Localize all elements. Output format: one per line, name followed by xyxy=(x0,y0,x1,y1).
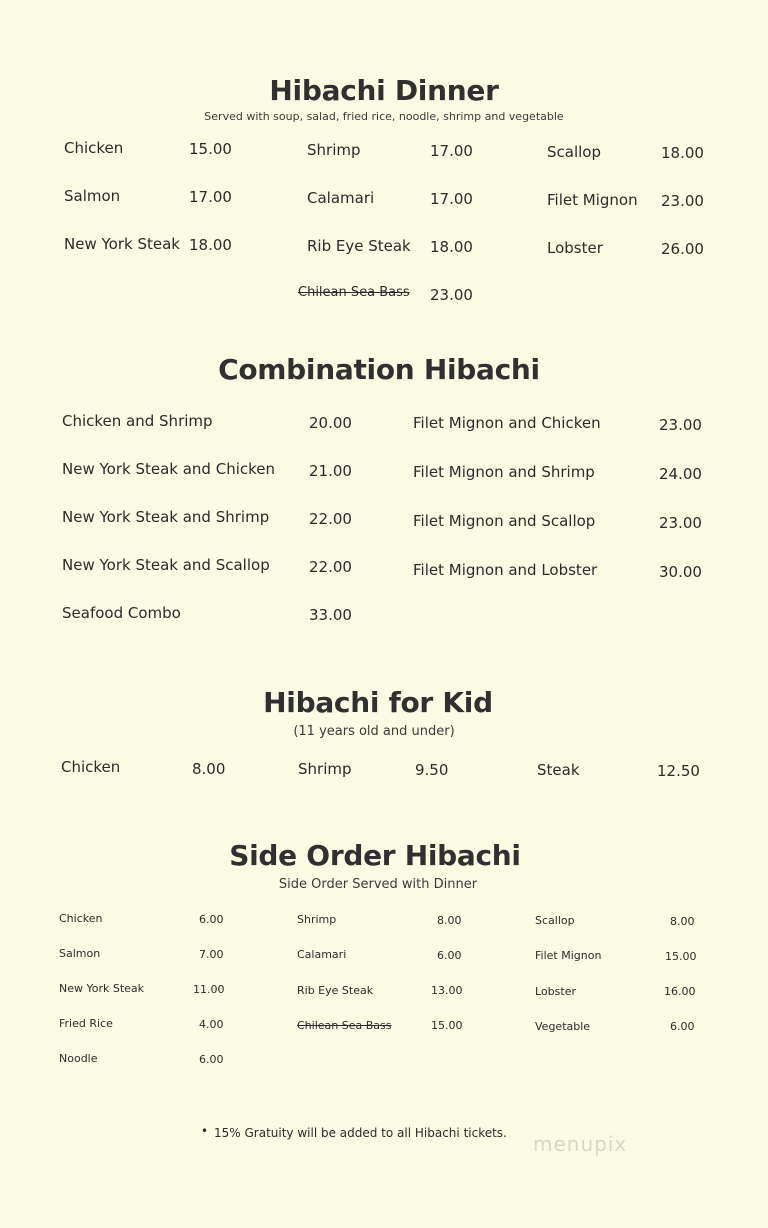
menu-item-name: Vegetable xyxy=(535,1020,591,1033)
menu-item-price: 18.00 xyxy=(661,144,704,162)
menu-item-price: 23.00 xyxy=(430,286,473,304)
menu-item-name-struck: Chilean Sea Bass xyxy=(297,1019,392,1032)
menu-item-price: 33.00 xyxy=(309,606,352,624)
menu-item-name: Seafood Combo xyxy=(62,604,181,622)
menu-item-name: Salmon xyxy=(64,187,121,205)
menu-item-price: 20.00 xyxy=(309,414,352,432)
menu-item-name: Filet Mignon and Chicken xyxy=(413,414,601,432)
side-subtitle: Side Order Served with Dinner xyxy=(278,877,478,892)
menu-item-price: 22.00 xyxy=(309,510,352,528)
menu-item-name: Filet Mignon and Scallop xyxy=(413,512,596,530)
menu-item-name: Filet Mignon and Shrimp xyxy=(413,463,595,481)
kid-subtitle: (11 years old and under) xyxy=(293,724,455,739)
menu-item-name: Lobster xyxy=(535,985,576,998)
menu-item-price: 17.00 xyxy=(189,188,232,206)
gratuity-bullet: • xyxy=(201,1124,209,1138)
menu-item-name: New York Steak xyxy=(64,235,180,253)
menu-item-price: 18.00 xyxy=(189,236,232,254)
menu-item-price: 8.00 xyxy=(192,760,226,778)
menu-item-name: New York Steak and Chicken xyxy=(62,460,276,478)
menu-item-price: 13.00 xyxy=(431,984,463,997)
menu-item-name: Calamari xyxy=(307,189,375,207)
menu-item-name: Rib Eye Steak xyxy=(297,984,374,997)
menu-item-name: Filet Mignon xyxy=(547,191,638,209)
menu-item-price: 15.00 xyxy=(431,1019,463,1032)
watermark-logo: menupix xyxy=(533,1132,628,1156)
gratuity-note: 15% Gratuity will be added to all Hibachi tickets. xyxy=(214,1126,507,1140)
menu-item-name: New York Steak and Scallop xyxy=(62,556,270,574)
menu-item-name: Shrimp xyxy=(297,913,337,926)
menu-item-price: 18.00 xyxy=(430,238,473,256)
menu-item-price: 12.50 xyxy=(657,762,700,780)
menu-item-name: Chicken and Shrimp xyxy=(62,412,213,430)
menu-item-price: 4.00 xyxy=(199,1018,224,1031)
kid-title: Hibachi for Kid xyxy=(263,686,493,719)
menu-item-name: Filet Mignon and Lobster xyxy=(413,561,598,579)
menu-item-price: 22.00 xyxy=(309,558,352,576)
hibachi-dinner-subtitle: Served with soup, salad, fried rice, noodle, shrimp and vegetable xyxy=(204,110,564,123)
menu-item-price: 23.00 xyxy=(659,416,702,434)
menu-item-price: 23.00 xyxy=(661,192,704,210)
menu-item-name: Chicken xyxy=(64,139,124,157)
menu-item-price: 8.00 xyxy=(670,915,695,928)
menu-item-name-struck: Chilean Sea Bass xyxy=(298,285,410,300)
menu-item-price: 26.00 xyxy=(661,240,704,258)
menu-item-price: 6.00 xyxy=(670,1020,695,1033)
menu-item-name: Scallop xyxy=(547,143,601,161)
menu-item-name: New York Steak and Shrimp xyxy=(62,508,270,526)
menu-item-price: 17.00 xyxy=(430,190,473,208)
menu-item-price: 6.00 xyxy=(437,949,462,962)
combination-title: Combination Hibachi xyxy=(218,353,540,386)
menu-item-name: Salmon xyxy=(59,947,101,960)
menu-item-price: 15.00 xyxy=(665,950,697,963)
menu-item-price: 6.00 xyxy=(199,1053,224,1066)
menu-item-name: Lobster xyxy=(547,239,603,257)
menu-item-name: Chicken xyxy=(61,758,121,776)
menu-item-price: 15.00 xyxy=(189,140,232,158)
menu-item-name: Steak xyxy=(537,761,580,779)
menu-item-name: Noodle xyxy=(59,1052,98,1065)
menu-item-name: Fried Rice xyxy=(59,1017,113,1030)
menu-item-price: 16.00 xyxy=(664,985,696,998)
menu-item-price: 9.50 xyxy=(415,761,449,779)
menu-item-price: 30.00 xyxy=(659,563,702,581)
menu-item-price: 21.00 xyxy=(309,462,352,480)
menu-item-name: Filet Mignon xyxy=(535,949,602,962)
menu-item-name: Scallop xyxy=(535,914,575,927)
menu-item-price: 6.00 xyxy=(199,913,224,926)
menu-item-name: Shrimp xyxy=(307,141,361,159)
menu-item-name: Calamari xyxy=(297,948,347,961)
menu-item-name: Rib Eye Steak xyxy=(307,237,411,255)
menu-item-name: Shrimp xyxy=(298,760,352,778)
side-title: Side Order Hibachi xyxy=(229,839,521,872)
menu-item-name: New York Steak xyxy=(59,982,145,995)
menu-item-price: 7.00 xyxy=(199,948,224,961)
menu-item-price: 8.00 xyxy=(437,914,462,927)
menu-item-price: 11.00 xyxy=(193,983,225,996)
hibachi-dinner-title: Hibachi Dinner xyxy=(269,74,499,107)
menu-item-name: Chicken xyxy=(59,912,103,925)
menu-item-price: 23.00 xyxy=(659,514,702,532)
menu-item-price: 24.00 xyxy=(659,465,702,483)
menu-item-price: 17.00 xyxy=(430,142,473,160)
